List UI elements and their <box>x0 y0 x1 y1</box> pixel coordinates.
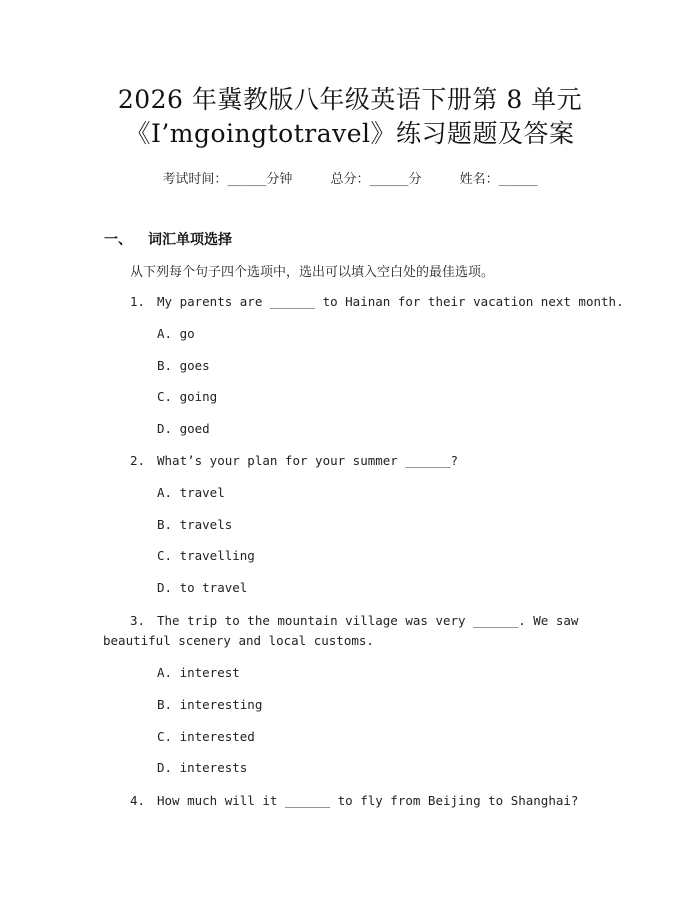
question-number: 1. <box>130 294 146 309</box>
exam-meta <box>0 168 700 187</box>
question-3-option-c: C. interested <box>157 729 255 744</box>
student-name: 姓名：______ <box>459 172 538 187</box>
question-1 <box>130 294 624 309</box>
question-3-option-a: A. interest <box>157 665 240 680</box>
question-text: My parents are ______ to Hainan for their vacation next month. <box>157 294 624 309</box>
question-2 <box>130 453 458 468</box>
section-heading <box>104 229 232 249</box>
question-1-option-a: A. go <box>157 326 195 341</box>
question-text: The trip to the mountain village was very ______. We saw <box>157 613 579 628</box>
question-3 <box>130 613 578 628</box>
question-number: 2. <box>130 453 146 468</box>
question-1-option-b: B. goes <box>157 358 210 373</box>
question-2-option-c: C. travelling <box>157 548 255 563</box>
question-number: 3. <box>130 613 146 628</box>
section-title: 词汇单项选择 <box>148 232 232 248</box>
question-4 <box>130 793 578 808</box>
question-1-option-d: D. goed <box>157 421 210 436</box>
question-text: What’s your plan for your summer ______? <box>157 453 459 468</box>
question-1-option-c: C. going <box>157 389 218 404</box>
question-3-option-b: B. interesting <box>157 697 263 712</box>
question-3-continuation: beautiful scenery and local customs. <box>103 633 374 648</box>
exam-total-score: 总分：______分 <box>330 172 422 187</box>
question-2-option-a: A. travel <box>157 485 225 500</box>
question-2-option-d: D. to travel <box>157 580 248 595</box>
section-number: 一、 <box>104 232 132 248</box>
document-title-line1: 2026 年冀教版八年级英语下册第 8 单元 <box>117 85 583 114</box>
question-number: 4. <box>130 793 146 808</box>
question-2-option-b: B. travels <box>157 517 233 532</box>
exam-time: 考试时间：______分钟 <box>162 172 293 187</box>
question-3-option-d: D. interests <box>157 760 248 775</box>
section-instructions: 从下列每个句子四个选项中，选出可以填入空白处的最佳选项。 <box>130 265 495 280</box>
question-text: How much will it ______ to fly from Beijing to Shanghai? <box>157 793 579 808</box>
document-title-line2: 《I’mgoingtotravel》练习题题及答案 <box>125 119 575 148</box>
